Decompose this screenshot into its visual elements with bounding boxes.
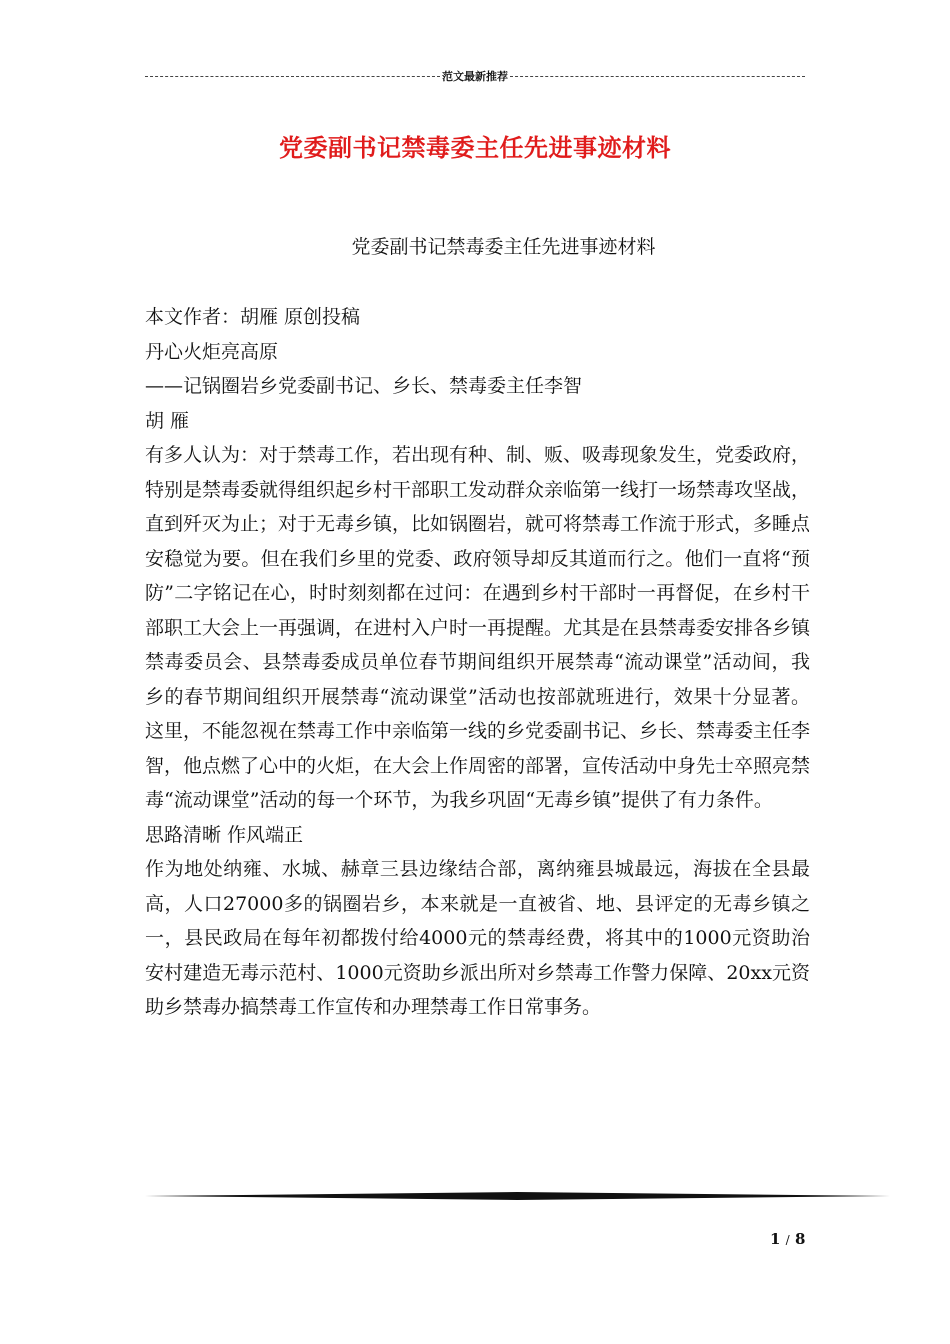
page-number: [770, 1230, 805, 1248]
header-dash-left: [145, 76, 440, 77]
document-title: 党委副书记禁毒委主任先进事迹材料: [279, 133, 671, 162]
page-current: 1: [770, 1230, 781, 1248]
header-label: 范文最新推荐: [442, 70, 508, 83]
document-subtitle: 党委副书记禁毒委主任先进事迹材料: [351, 236, 656, 258]
page-separator: /: [785, 1233, 790, 1247]
header-dash-right: [510, 76, 805, 77]
section-heading: 思路清晰 作风端正: [145, 823, 304, 846]
page-total: 8: [794, 1230, 806, 1248]
body-paragraph-1: 有多人认为：对于禁毒工作，若出现有种、制、贩、吸毒现象发生，党委政府，特别是禁毒委就得组织起乡村干部职工发动群众亲临第一线打一场禁毒攻坚战，直到歼灭为止；对于无毒乡镇，比如锅圈岩，就可将禁毒工作流于形式，多睡点安稳觉为要。但在我们乡里的党委、政府领导却反其道而行之。他们一直将“预防”二字铭记在心，时时刻刻都在过问：在遇到乡村干部时一再督促，在乡村干部职工大会上一再强调，在进村入户时一再提醒。尤其是在县禁毒委安排各乡镇禁毒委员会、县禁毒委成员单位春节期间组织开展禁毒“流动课堂”活动间，我乡的春节期间组织开展禁毒“流动课堂”活动也按部就班进行，效果十分显著。这里，不能忽视在禁毒工作中亲临第一线的乡党委副书记、乡长、禁毒委主任李智，他点燃了心中的火炬，在大会上作周密的部署，宣传活动中身先士卒照亮禁毒“流动课堂”活动的每一个环节，为我乡巩固“无毒乡镇”提供了有力条件。: [145, 444, 811, 811]
author-name: 胡 雁: [145, 409, 190, 432]
footer-rule: [145, 1192, 890, 1200]
author-line: 本文作者：胡雁 原创投稿: [145, 306, 361, 328]
document-body: [145, 300, 810, 1025]
article-heading: 丹心火炬亮高原: [145, 340, 279, 363]
page-header: [145, 66, 805, 86]
article-subheading: ——记锅圈岩乡党委副书记、乡长、禁毒委主任李智: [145, 375, 583, 397]
body-paragraph-2: 作为地处纳雍、水城、赫章三县边缘结合部，离纳雍县城最远，海拔在全县最高，人口27000多的锅圈岩乡，本来就是一直被省、地、县评定的无毒乡镇之一，县民政局在每年初都拨付给4000元的禁毒经费，将其中的1000元资助治安村建造无毒示范村、1000元资助乡派出所对乡禁毒工作警力保障、20xx元资助乡禁毒办搞禁毒工作宣传和办理禁毒工作日常事务。: [145, 858, 810, 1018]
